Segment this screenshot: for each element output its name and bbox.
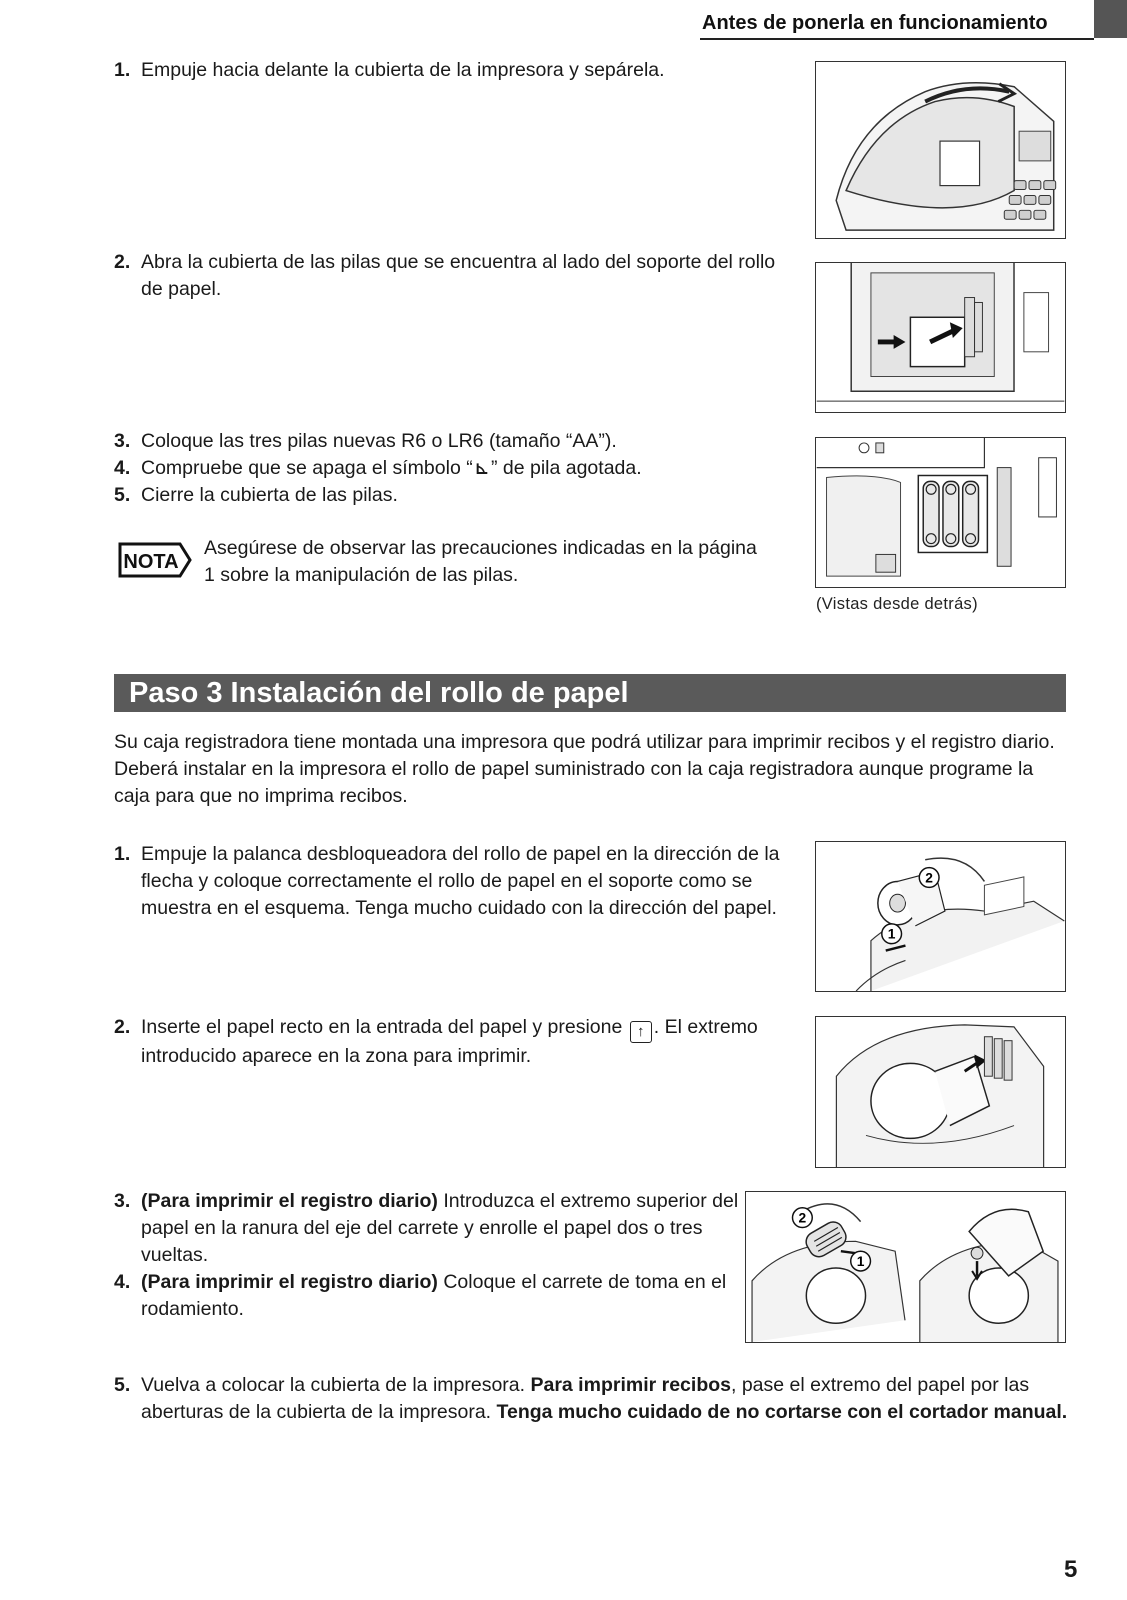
nota-badge-label: NOTA	[123, 551, 179, 573]
take-up-spool-illustration	[746, 1192, 1065, 1342]
paper-step-1	[114, 841, 804, 922]
svg-text:2: 2	[798, 1209, 807, 1226]
step-text: Coloque el carrete de toma en el rodamiento.	[141, 1271, 727, 1320]
paper-feed-key-icon: ↑	[630, 1021, 652, 1043]
step-number: 2.	[114, 1016, 131, 1038]
section-banner	[114, 674, 1066, 712]
paper-step-3	[114, 1188, 754, 1269]
battery-step-4	[114, 455, 814, 482]
paper-step-2	[114, 1014, 804, 1070]
nota-text: Asegúrese de observar las precauciones indicadas en la página 1 sobre la manipulación de las pilas.	[204, 537, 757, 586]
step-text-before: Inserte el papel recto en la entrada del papel y presione	[141, 1016, 628, 1038]
header-rule	[700, 38, 1094, 40]
paper-step-5	[114, 1372, 1074, 1426]
step-text-after: ” de pila agotada.	[490, 457, 642, 479]
step-number: 1.	[114, 843, 131, 865]
step-text: Cierre la cubierta de las pilas.	[141, 484, 398, 506]
step-number: 4.	[114, 1271, 131, 1293]
step-text-after: . El extremo introducido aparece en la zona para imprimir.	[141, 1016, 758, 1067]
step-bold-a: Para imprimir recibos	[530, 1374, 731, 1396]
step-text: Coloque las tres pilas nuevas R6 o LR6 (tamaño “AA”).	[141, 430, 617, 452]
page-number: 5	[1064, 1556, 1078, 1583]
paper-feed-illustration	[816, 1017, 1065, 1167]
step-number: 3.	[114, 1190, 131, 1212]
figure-battery-compartment	[815, 437, 1066, 588]
battery-step-1	[114, 57, 794, 84]
battery-step-3	[114, 428, 794, 455]
nota-badge	[116, 538, 194, 582]
step-text-a: Vuelva a colocar la cubierta de la impresora.	[141, 1374, 531, 1396]
step-text-before: Compruebe que se apaga el símbolo “	[141, 457, 473, 479]
callout-circle-1	[882, 924, 902, 944]
step-number: 5.	[114, 1374, 131, 1396]
step-text: Empuje la palanca desbloqueadora del rollo de papel en la dirección de la flecha y coloque correctamente el rollo de papel en el soporte como se muestra en el esquema. Tenga mucho cuidado con la dirección del papel.	[141, 843, 780, 919]
figure-caption: (Vistas desde detrás)	[816, 595, 978, 613]
svg-text:2: 2	[925, 869, 933, 886]
section-intro: Su caja registradora tiene montada una impresora que podrá utilizar para imprimir recibos y el registro diario. Deberá instalar en la impresora el rollo de papel suministrado con la caja registradora aunque programe la caja para que no imprima recibos.	[114, 731, 1055, 807]
figure-battery-cover-open	[815, 262, 1066, 413]
battery-step-2	[114, 249, 794, 303]
battery-cover-illustration	[816, 263, 1065, 412]
step-bold-b: Tenga mucho cuidado de no cortarse con el cortador manual.	[496, 1401, 1068, 1423]
step-number: 5.	[114, 484, 131, 506]
svg-text:1: 1	[887, 925, 896, 942]
step-bold-lead: (Para imprimir el registro diario)	[141, 1271, 438, 1293]
header-tab-marker	[1094, 0, 1127, 38]
printer-cover-illustration	[816, 62, 1065, 238]
section-title: Paso 3 Instalación del rollo de papel	[129, 677, 629, 709]
svg-text:1: 1	[856, 1253, 865, 1270]
step-text-b: , pase el extremo del papel por las aberturas de la cubierta de la impresora.	[141, 1374, 1030, 1423]
step-number: 4.	[114, 457, 131, 479]
step-number: 1.	[114, 59, 131, 81]
step-text: Empuje hacia delante la cubierta de la impresora y sepárela.	[141, 59, 665, 81]
callout-circle-2	[793, 1208, 813, 1228]
step-text: Introduzca el extremo superior del papel en la ranura del eje del carrete y enrolle el papel dos o tres vueltas.	[141, 1190, 739, 1266]
figure-paper-feed	[815, 1016, 1066, 1168]
step-number: 2.	[114, 251, 131, 273]
callout-circle-1	[851, 1251, 871, 1271]
step-text: Abra la cubierta de las pilas que se encuentra al lado del soporte del rollo de papel.	[141, 251, 776, 300]
paper-roll-illustration	[816, 842, 1065, 991]
step-number: 3.	[114, 430, 131, 452]
step-bold-lead: (Para imprimir el registro diario)	[141, 1190, 438, 1212]
battery-compartment-illustration	[816, 438, 1065, 587]
callout-circle-2	[919, 868, 939, 888]
figure-printer-cover	[815, 61, 1066, 239]
battery-step-5	[114, 482, 794, 509]
low-battery-icon: ⊾	[474, 459, 489, 478]
paper-step-4	[114, 1269, 754, 1323]
running-header: Antes de ponerla en funcionamiento	[702, 12, 1048, 34]
figure-paper-roll-insert	[815, 841, 1066, 992]
figure-take-up-spool	[745, 1191, 1066, 1343]
